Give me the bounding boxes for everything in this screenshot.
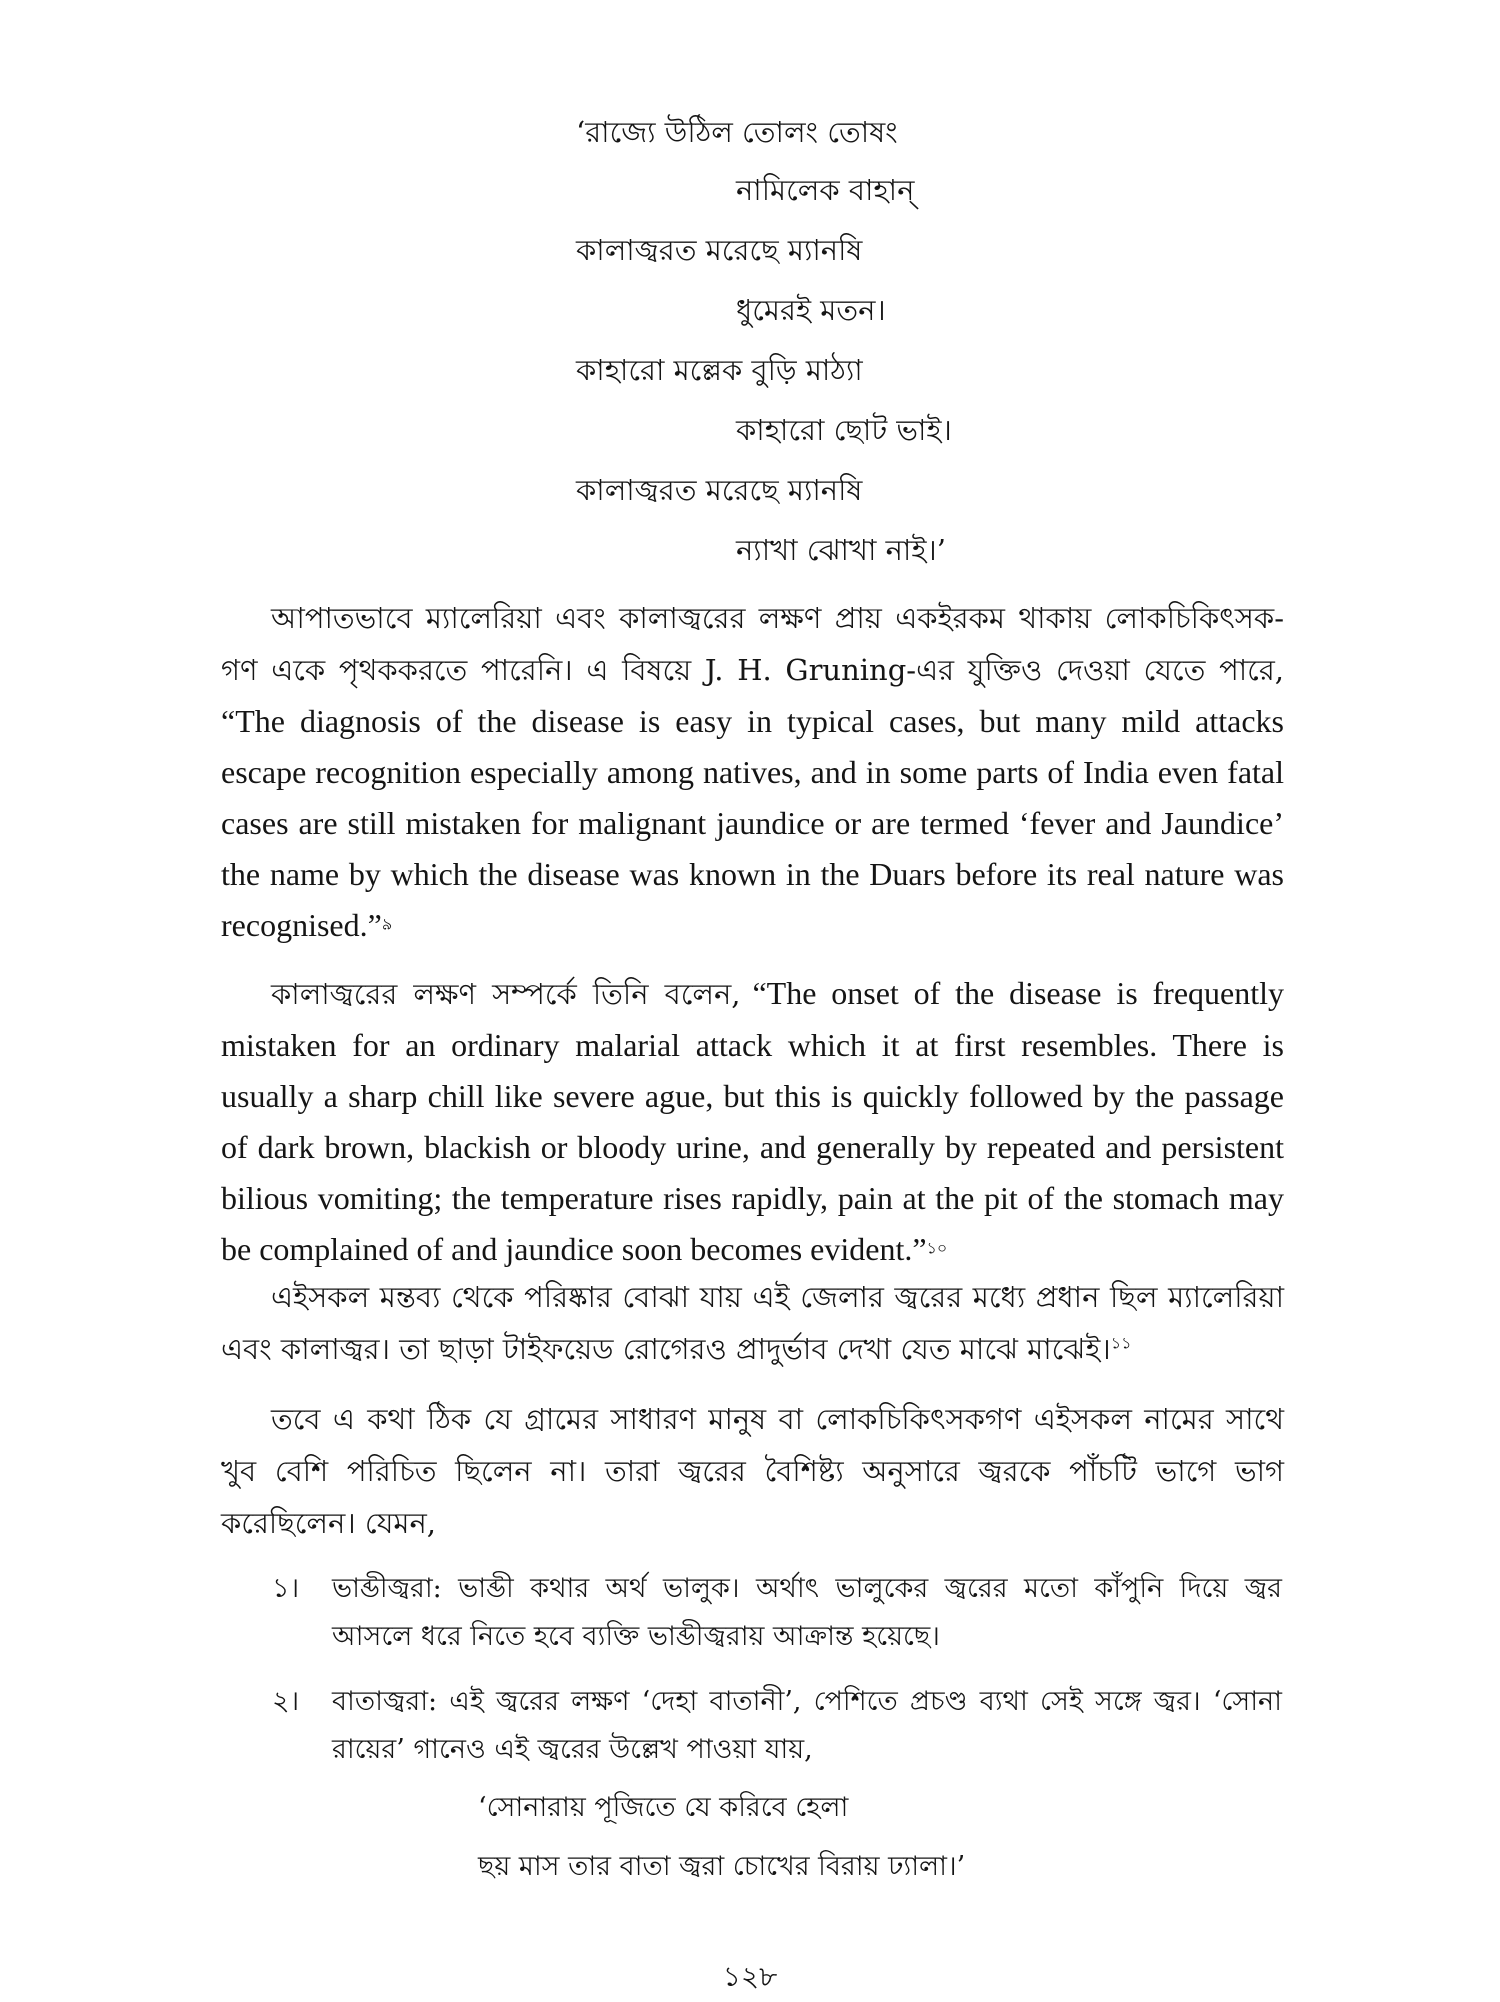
verse-line: ন্যাখা ঝোখা নাই।’ <box>736 533 946 567</box>
footnote-marker: ১০ <box>926 1238 948 1258</box>
verse-line: কালাজ্বরত মরেছে ম্যানষি <box>576 233 863 267</box>
paragraph-4-text: তবে এ কথা ঠিক যে গ্রামের সাধারণ মানুষ বা লোকচিকিৎসকগণ এইসকল নামের সাথে খুব বেশি পরিচিত ছিলেন না। তারা জ্বরের বৈশিষ্ট্য অনুসারে জ্বরকে পাঁচটি ভাগে ভাগ করেছিলেন। যেমন, <box>221 1402 1284 1540</box>
paragraph-2-quote: “The onset of the disease is frequently mistaken for an ordinary malarial attack which it at first resembles. There is usually a sharp chill like severe ague, but this is quickly followed by the passage of dark brown, blackish or bloody urine, and generally by repeated and persistent bilious vomiting; the temperature rises rapidly, pain at the pit of the stomach may be complained of and jaundice soon becomes evident.” <box>221 975 1285 1267</box>
list-item <box>272 1565 1282 1661</box>
list-item-text: বাতাজ্বরা: এই জ্বরের লক্ষণ ‘দেহা বাতানী’, পেশিতে প্রচণ্ড ব্যথা সেই সঙ্গে জ্বর। ‘সোনা রায়ের’ গানেও এই জ্বরের উল্লেখ পাওয়া যায়, <box>332 1686 1282 1765</box>
list-item-text: ভাব্ডীজ্বরা: ভাব্ডী কথার অর্থ ভালুক। অর্থাৎ ভালুকের জ্বরের মতো কাঁপুনি দিয়ে জ্বর আসলে ধরে নিতে হবে ব্যক্তি ভাব্ডীজ্বরায় আক্রান্ত হয়েছে। <box>332 1573 1282 1652</box>
paragraph-4 <box>221 1393 1284 1549</box>
list-item <box>272 1678 1282 1774</box>
verse-line: ‘রাজ্যে উঠিল তোলং তোষং <box>576 115 898 149</box>
footnote-marker: ৯ <box>381 914 393 934</box>
list-item-number: ১। <box>272 1573 300 1604</box>
paragraph-2 <box>221 968 1284 1275</box>
paragraph-1 <box>221 592 1284 951</box>
verse-line: ছয় মাস তার বাতা জ্বরা চোখের বিরায় ঢ্যালা।’ <box>478 1851 966 1882</box>
paragraph-1-quote: “The diagnosis of the disease is easy in typical cases, but many mild attacks escape recognition especially among natives, and in some parts of India even fatal cases are still mistaken for malignant jaundice or are termed ‘fever and Jaundice’ the name by which the disease was known in the Duars before its real nature was recognised.” <box>221 703 1284 943</box>
verse-line: কাহারো ছোট ভাই। <box>736 413 952 447</box>
verse-line: নামিলেক বাহান্ <box>736 173 915 207</box>
paragraph-3 <box>221 1271 1284 1375</box>
verse-line: ‘সোনারায় পূজিতে যে করিবে হেলা <box>478 1792 849 1823</box>
verse-line: কালাজ্বরত মরেছে ম্যানষি <box>576 473 863 507</box>
list-item-number: ২। <box>272 1686 300 1717</box>
verse-line: কাহারো মল্লেক বুড়ি মাঠ্যা <box>576 353 863 387</box>
verse-line: ধুমেরই মতন। <box>736 293 886 327</box>
page-number: ১২৮ <box>722 1960 778 1993</box>
footnote-marker: ১১ <box>1110 1333 1132 1353</box>
paragraph-3-text: এইসকল মন্তব্য থেকে পরিষ্কার বোঝা যায় এই জেলার জ্বরের মধ্যে প্রধান ছিল ম্যালেরিয়া এবং কালাজ্বর। তা ছাড়া টাইফয়েড রোগেরও প্রাদুর্ভাব দেখা যেত মাঝে মাঝেই। <box>221 1280 1284 1366</box>
paragraph-2-bengali: কালাজ্বরের লক্ষণ সম্পর্কে তিনি বলেন, <box>271 977 741 1011</box>
paragraph-1-bengali: আপাতভাবে ম্যালেরিয়া এবং কালাজ্বরের লক্ষণ প্রায় একইরকম থাকায় লোকচিকিৎসক-গণ একে পৃথককরতে পারেনি। এ বিষয়ে J. H. Gruning-এর যুক্তিও দেওয়া যেতে পারে, <box>221 601 1284 687</box>
